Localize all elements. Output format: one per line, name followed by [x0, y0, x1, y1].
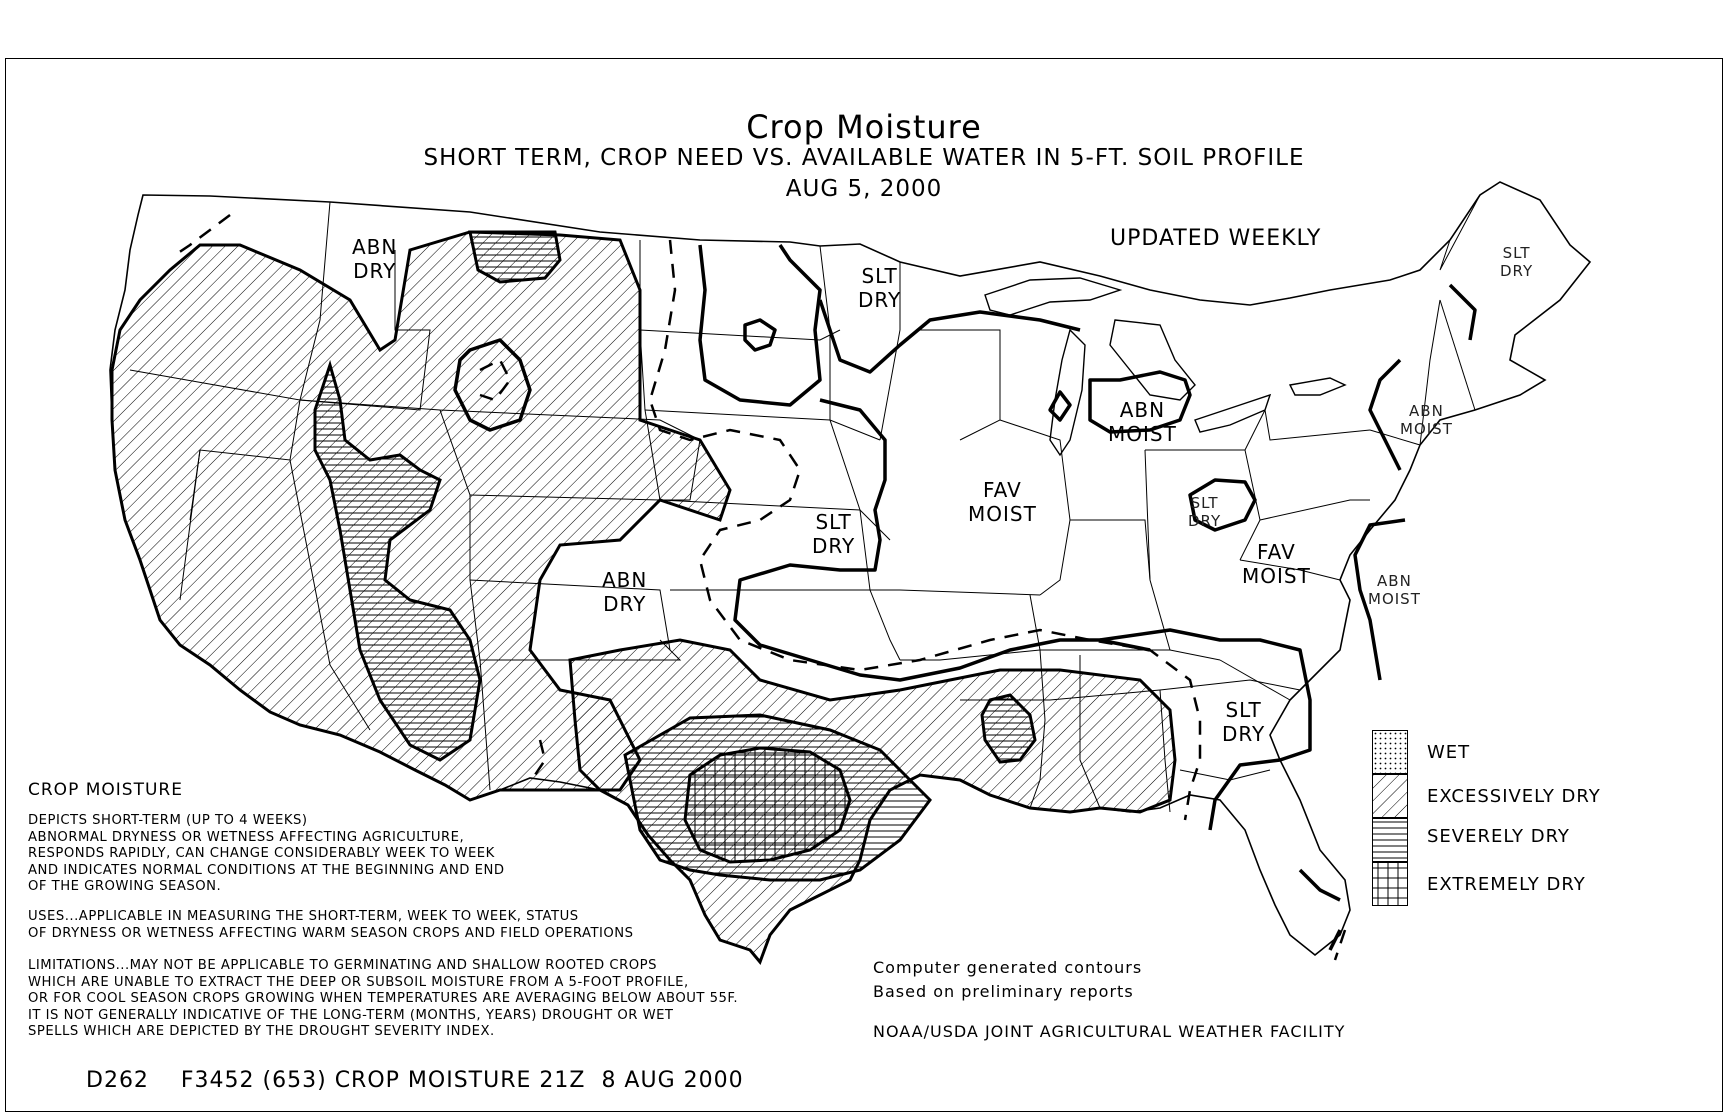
note-preliminary: Based on preliminary reports	[873, 982, 1134, 1001]
legend-swatch-wet	[1372, 730, 1408, 774]
lake-huron	[1110, 320, 1195, 400]
map-date: AUG 5, 2000	[785, 176, 943, 202]
facility-credit: NOAA/USDA JOINT AGRICULTURAL WEATHER FACILITY	[873, 1022, 1346, 1041]
montana-severely-dry	[470, 232, 560, 282]
lake-erie	[1195, 395, 1270, 432]
updated-weekly-note: UPDATED WEEKLY	[1110, 226, 1322, 251]
map-title: Crop Moisture	[746, 108, 982, 146]
region-label: SLT DRY	[858, 264, 902, 312]
info-paragraph-limitations: LIMITATIONS...MAY NOT BE APPLICABLE TO GERMINATING AND SHALLOW ROOTED CROPS WHICH ARE UNABLE TO EXTRACT THE DEEP OR SUBSOIL MOISTURE FROM A 5-FOOT PROFILE, OR FOR COOL SEASON CROPS GROWING WHEN TEMPERATURES ARE AVERAGING BELOW ABOUT 55F. IT IS NOT GENERALLY INDICATIVE OF THE LONG-TERM (MONTHS, YEARS) DROUGHT OR WET SPELLS WHICH ARE DEPICTED BY THE DROUGHT SEVERITY INDEX.	[28, 958, 739, 1039]
lake-superior	[985, 278, 1120, 315]
lake-michigan	[1050, 330, 1085, 455]
legend-label-excessively-dry: EXCESSIVELY DRY	[1427, 786, 1601, 807]
region-label: FAV MOIST	[968, 478, 1037, 526]
region-label: ABN DRY	[602, 568, 648, 616]
region-label: FAV MOIST	[1242, 540, 1311, 588]
contour-notes	[873, 956, 1142, 1004]
region-label: SLT DRY	[1500, 244, 1534, 280]
region-label: ABN MOIST	[1108, 398, 1177, 446]
info-paragraph-description: DEPICTS SHORT-TERM (UP TO 4 WEEKS) ABNORMAL DRYNESS OR WETNESS AFFECTING AGRICULTURE, RESPONDS RAPIDLY, CAN CHANGE CONSIDERABLY WEEK TO WEEK AND INDICATES NORMAL CONDITIONS AT THE BEGINNING AND END OF THE GROWING SEASON.	[28, 813, 505, 894]
product-footer: D262 F3452 (653) CROP MOISTURE 21Z 8 AUG 2000	[86, 1068, 744, 1093]
region-label: ABN MOIST	[1368, 572, 1421, 608]
note-computer-generated: Computer generated contours	[873, 958, 1143, 977]
region-label: SLT DRY	[1188, 494, 1222, 530]
region-label: ABN MOIST	[1400, 402, 1453, 438]
legend-label-extremely-dry: EXTREMELY DRY	[1427, 874, 1586, 895]
legend-label-wet: WET	[1427, 742, 1471, 763]
info-heading: CROP MOISTURE	[28, 780, 183, 800]
lake-ontario	[1290, 378, 1345, 395]
legend-label-severely-dry: SEVERELY DRY	[1427, 826, 1570, 847]
region-label: ABN DRY	[352, 235, 398, 283]
region-label: SLT DRY	[812, 510, 856, 558]
legend-swatch-severely-dry	[1372, 818, 1408, 862]
legend-swatch-extremely-dry	[1372, 862, 1408, 906]
region-label: SLT DRY	[1222, 698, 1266, 746]
map-subtitle: SHORT TERM, CROP NEED VS. AVAILABLE WATER IN 5-FT. SOIL PROFILE	[423, 145, 1305, 171]
info-paragraph-uses: USES...APPLICABLE IN MEASURING THE SHORT-TERM, WEEK TO WEEK, STATUS OF DRYNESS OR WETNESS AFFECTING WARM SEASON CROPS AND FIELD OPERATIONS	[28, 909, 634, 941]
legend-swatch-excessively-dry	[1372, 774, 1408, 818]
